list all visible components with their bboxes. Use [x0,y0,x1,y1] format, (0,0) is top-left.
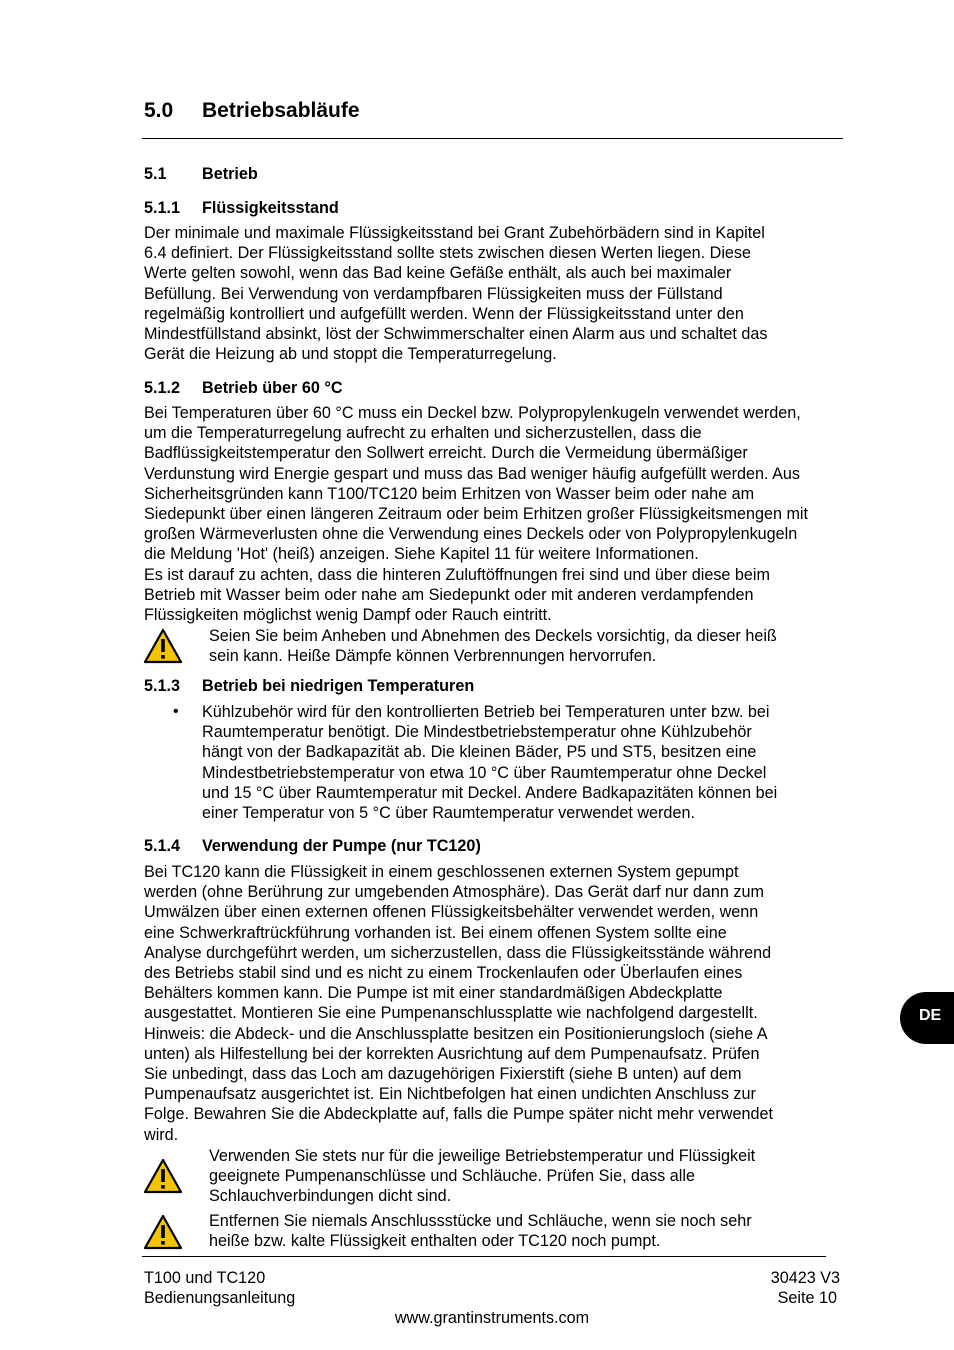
text-line: Bei Temperaturen über 60 °C muss ein Deckel bzw. Polypropylenkugeln verwendet werden, [144,404,801,422]
text-line: um die Temperaturregelung aufrecht zu erhalten und sicherzustellen, dass die [144,424,702,443]
text-line: Mindestbetriebstemperatur von etwa 10 °C über Raumtemperatur ohne Deckel [202,763,767,782]
text-line: Werte gelten sowohl, wenn das Bad keine Gefäße enthält, als auch bei maximaler [144,264,732,283]
footer-manual: Bedienungsanleitung [144,1289,296,1307]
heading-5-1-1 [144,198,339,218]
text-line: heiße bzw. kalte Flüssigkeit enthalten oder TC120 noch pumpt. [209,1232,661,1251]
text-line: Folge. Bewahren Sie die Abdeckplatte auf, falls die Pumpe später nicht mehr verwendet [144,1105,773,1124]
heading-5-1-3 [144,676,474,696]
text-line: Mindestfüllstand absinkt, löst der Schwimmerschalter einen Alarm aus und schaltet das [144,325,768,344]
paragraph-operation-above-60 [144,403,844,625]
warning-triangle-icon [143,628,183,664]
text-line: Sie unbedingt, dass das Loch am dazugehörigen Fixierstift (siehe B unten) auf dem [144,1065,742,1084]
footer-rule [142,1256,826,1257]
text-line: Raumtemperatur benötigt. Die Mindestbetriebstemperatur ohne Kühlzubehör [202,723,752,742]
text-line: Seien Sie beim Anheben und Abnehmen des Deckels vorsichtig, da dieser heiß [209,627,777,645]
text-line: Der minimale und maximale Flüssigkeitsstand bei Grant Zubehörbädern sind in Kapitel [144,224,765,242]
bullet: • [173,703,179,720]
heading-5-1-1-title: Flüssigkeitsstand [202,199,339,217]
heading-5-1-number: 5.1 [144,165,167,183]
heading-5-1-4 [144,836,481,856]
heading-5-1-3-title: Betrieb bei niedrigen Temperaturen [202,677,475,695]
heading-5-1-2-number: 5.1.2 [144,379,181,397]
text-line: Badflüssigkeitstemperatur den Sollwert erreicht. Durch die Vermeidung übermäßiger [144,444,748,463]
text-line: hängt von der Badkapazität ab. Die kleinen Bäder, P5 und ST5, besitzen eine [202,743,757,762]
text-line: Schlauchverbindungen dicht sind. [209,1187,452,1206]
language-tab-label: DE [919,1007,942,1024]
text-line: des Betriebs stabil sind und es nicht zu einem Trockenlaufen oder Überlaufen eines [144,964,743,983]
heading-5-1-1-number: 5.1.1 [144,199,181,217]
text-line: einer Temperatur von 5 °C über Raumtemperatur verwendet werden. [202,804,695,823]
header-rule [142,138,843,139]
section-title-text: Betriebsabläufe [202,99,360,122]
footer-product: T100 und TC120 [144,1269,266,1287]
text-line: werden (ohne Berührung zur umgebenden Atmosphäre). Das Gerät darf nur dann zum [144,883,764,902]
text-line: sein kann. Heiße Dämpfe können Verbrennungen hervorrufen. [209,647,657,666]
text-line: Pumpenaufsatz ausgerichtet ist. Ein Nichtbefolgen hat einen undichten Anschluss zur [144,1085,756,1104]
footer-doc-code: 30423 V3 [770,1269,840,1287]
heading-5-1-4-number: 5.1.4 [144,837,181,855]
warning-pump-connections [209,1146,849,1207]
heading-5-1 [144,164,258,184]
heading-5-1-4-title: Verwendung der Pumpe (nur TC120) [202,837,481,855]
heading-5-1-3-number: 5.1.3 [144,677,181,695]
heading-5-1-2-title: Betrieb über 60 °C [202,379,343,397]
text-line: Gerät die Heizung ab und stoppt die Temperaturregelung. [144,345,557,364]
warning-triangle-icon [143,1158,183,1194]
text-line: Flüssigkeiten möglichst wenig Dampf oder Rauch eintritt. [144,606,552,625]
text-line: regelmäßig kontrolliert und aufgefüllt werden. Wenn der Flüssigkeitsstand unter den [144,304,744,323]
text-line: Hinweis: die Abdeck- und die Anschlussplatte besitzen ein Positionierungsloch (siehe A [144,1024,768,1043]
warning-triangle-icon [143,1214,183,1250]
language-tab [900,992,954,1044]
text-line: wird. [144,1125,179,1144]
section-number: 5.0 [144,99,174,122]
heading-5-1-title: Betrieb [202,165,258,183]
text-line: Betrieb mit Wasser beim oder nahe am Siedepunkt oder mit anderen verdampfenden [144,585,754,604]
text-line: Bei TC120 kann die Flüssigkeit in einem geschlossenen externen System gepumpt [144,863,739,881]
text-line: Befüllung. Bei Verwendung von verdampfbaren Flüssigkeiten muss der Füllstand [144,284,723,303]
text-line: Entfernen Sie niemals Anschlussstücke und Schläuche, wenn sie noch sehr [209,1212,752,1230]
text-line: die Meldung 'Hot' (heiß) anzeigen. Siehe Kapitel 11 für weitere Informationen. [144,545,699,564]
text-line: Es ist darauf zu achten, dass die hinteren Zuluftöffnungen frei sind und über diese beim [144,565,771,584]
footer-website[interactable]: www.grantinstruments.com [394,1309,590,1327]
text-line: geeignete Pumpenanschlüsse und Schläuche. Prüfen Sie, dass alle [209,1167,695,1186]
bullet-cooling [202,702,847,823]
text-line: Verdunstung wird Energie gespart und muss das Bad weniger häufig aufgefüllt werden. Aus [144,464,801,483]
text-line: Kühlzubehör wird für den kontrollierten Betrieb bei Temperaturen unter bzw. bei [202,703,770,721]
warning-remove-fittings [209,1211,849,1251]
text-line: unten) als Hilfestellung bei der korrekten Ausrichtung auf dem Pumpenaufsatz. Prüfen [144,1044,760,1063]
text-line: Siedepunkt über einen längeren Zeitraum oder beim Erhitzen großer Flüssigkeitsmengen mit [144,505,809,524]
heading-5-1-2 [144,378,343,398]
paragraph-pump-usage [144,862,844,1145]
text-line: ausgestattet. Montieren Sie eine Pumpenanschlussplatte wie nachfolgend dargestellt. [144,1004,758,1023]
text-line: Umwälzen über einen externen offenen Flüssigkeitsbehälter verwendet werden, wenn [144,903,759,922]
text-line: Analyse durchgeführt werden, um sicherzustellen, dass die Flüssigkeitsstände während [144,943,772,962]
section-title [144,99,360,123]
paragraph-fluid-level [144,223,844,364]
footer-page-number: Seite 10 [777,1289,837,1307]
text-line: eine Schwerkraftrückführung vorhanden ist. Bei einem offenen System sollte eine [144,923,727,942]
text-line: Behälters kommen kann. Die Pumpe ist mit einer standardmäßigen Abdeckplatte [144,984,723,1003]
text-line: 6.4 definiert. Der Flüssigkeitsstand sollte stets zwischen diesen Werten liegen. Diese [144,244,752,263]
warning-lid-hot [209,626,849,666]
text-line: Sicherheitsgründen kann T100/TC120 beim Erhitzen von Wasser beim oder nahe am [144,484,755,503]
text-line: und 15 °C über Raumtemperatur mit Deckel. Andere Badkapazitäten können bei [202,783,778,802]
text-line: Verwenden Sie stets nur für die jeweilige Betriebstemperatur und Flüssigkeit [209,1147,756,1165]
text-line: großen Wärmeverlusten ohne die Verwendung eines Deckels oder von Polypropylenkugeln [144,525,798,544]
